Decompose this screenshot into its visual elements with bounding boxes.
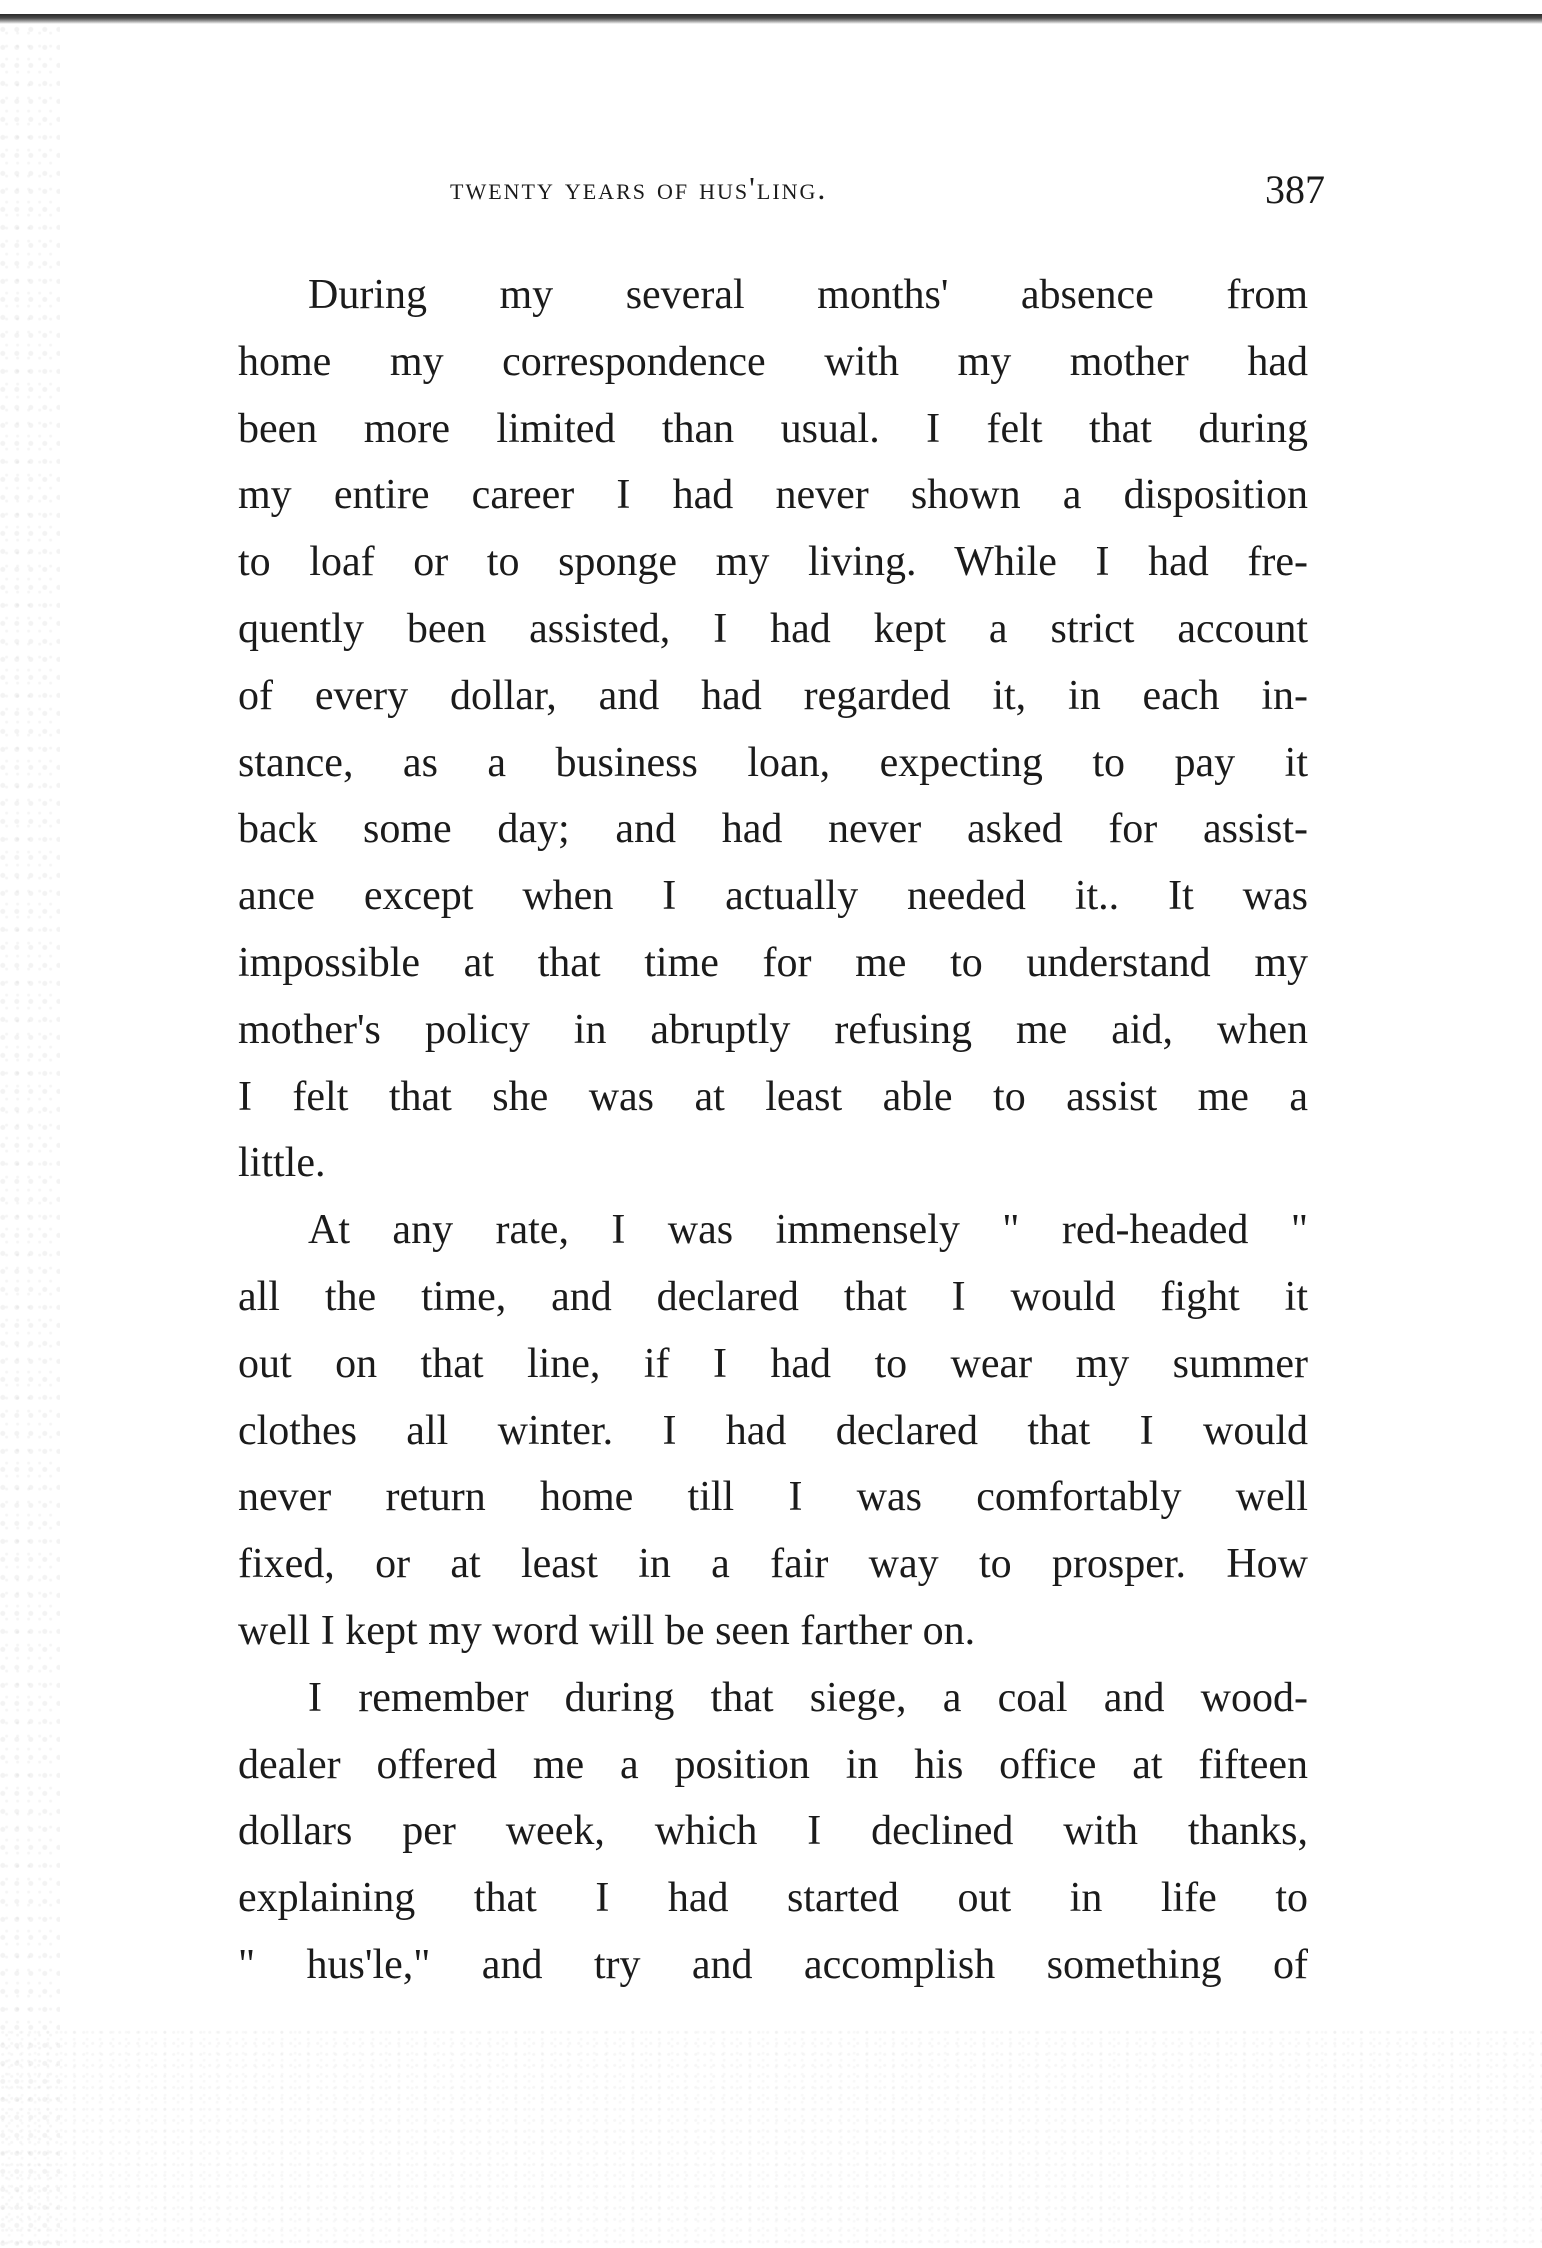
text-line: dealer offered me a position in his office at fifteen: [238, 1741, 1308, 1788]
scan-top-edge: [0, 14, 1542, 24]
text-line: mother's policy in abruptly refusing me aid, when: [238, 1006, 1308, 1053]
text-line: I felt that she was at least able to assist me a: [238, 1073, 1308, 1120]
text-line: At any rate, I was immensely " red-headed ": [308, 1207, 1308, 1254]
paragraph: [238, 1665, 1308, 1999]
text-line: stance, as a business loan, expecting to pay it: [238, 739, 1308, 786]
text-line: to loaf or to sponge my living. While I had fre-: [238, 539, 1308, 586]
page-header: [450, 166, 1325, 226]
text-line: never return home till I was comfortably well: [238, 1474, 1308, 1521]
text-line: of every dollar, and had regarded it, in each in-: [238, 672, 1308, 719]
text-line: all the time, and declared that I would fight it: [238, 1273, 1308, 1320]
text-line: quently been assisted, I had kept a strict account: [238, 605, 1308, 652]
text-line: dollars per week, which I declined with thanks,: [238, 1808, 1308, 1855]
text-line: ance except when I actually needed it.. It was: [238, 873, 1308, 920]
text-line: " hus'le," and try and accomplish something of: [238, 1941, 1308, 1988]
text-line: clothes all winter. I had declared that I would: [238, 1407, 1308, 1454]
running-title: twenty years of hus'ling.: [450, 170, 828, 206]
scan-left-margin-noise: [0, 24, 60, 2248]
text-line: my entire career I had never shown a disposition: [238, 472, 1308, 519]
text-line: back some day; and had never asked for assist-: [238, 806, 1308, 853]
text-line: explaining that I had started out in life to: [238, 1875, 1308, 1922]
text-line: been more limited than usual. I felt that during: [238, 405, 1308, 452]
text-line: home my correspondence with my mother had: [238, 338, 1308, 385]
scan-bottom-noise: [0, 2028, 1542, 2248]
paragraph: [238, 262, 1308, 1197]
text-line: out on that line, if I had to wear my summer: [238, 1340, 1308, 1387]
text-line: fixed, or at least in a fair way to prosper. How: [238, 1541, 1308, 1588]
text-line: well I kept my word will be seen farther on.: [238, 1607, 976, 1654]
text-line: I remember during that siege, a coal and wood-: [308, 1674, 1308, 1721]
page-number: 387: [1265, 167, 1325, 212]
body-text: [238, 262, 1308, 1999]
paragraph: [238, 1197, 1308, 1665]
text-line: During my several months' absence from: [308, 272, 1308, 318]
text-line: impossible at that time for me to understand my: [238, 939, 1308, 986]
text-line: little.: [238, 1140, 326, 1187]
